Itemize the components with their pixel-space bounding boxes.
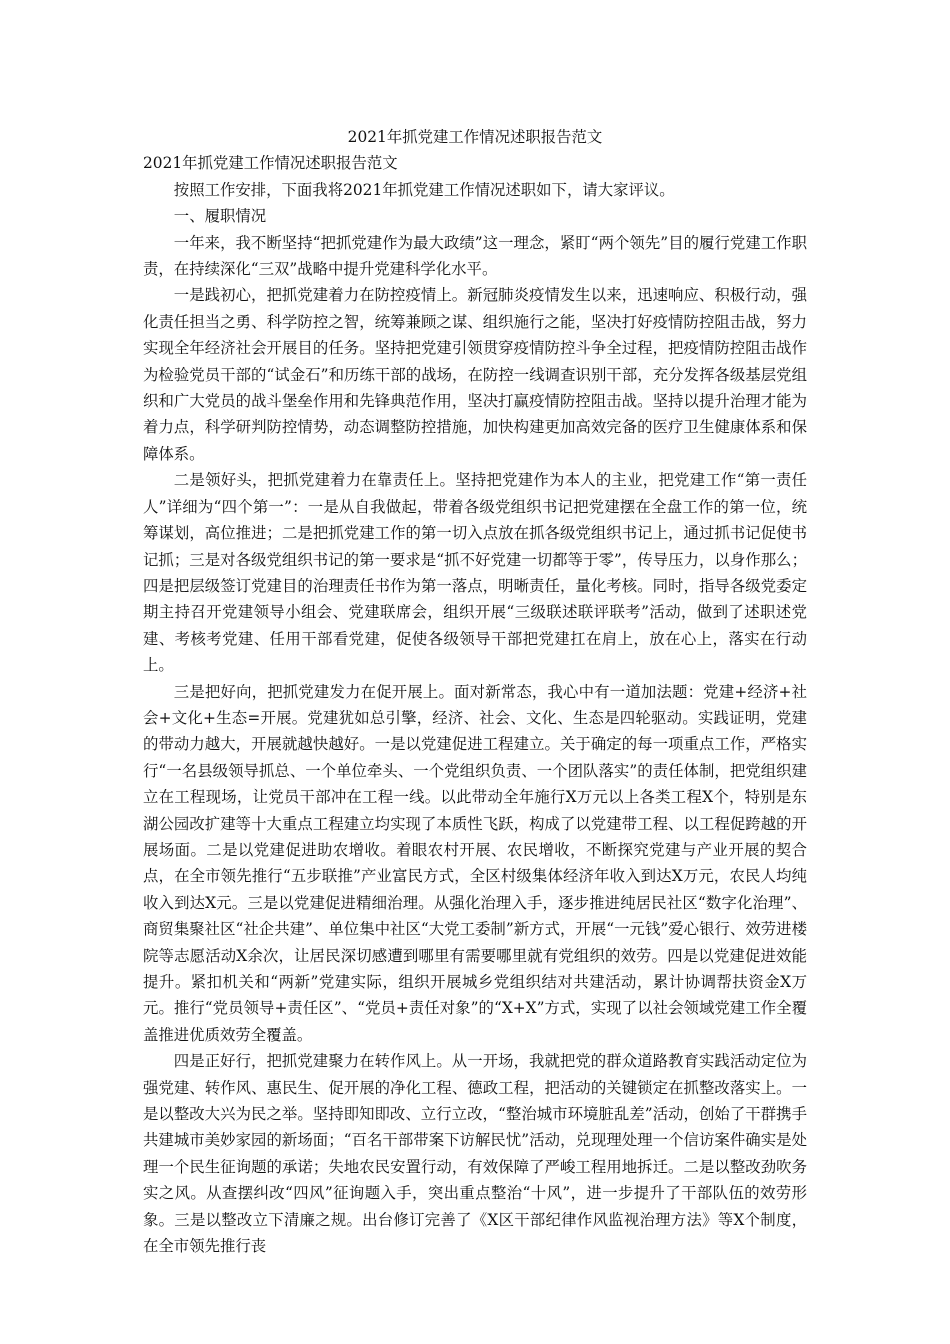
document-page	[143, 124, 807, 1259]
paragraph-development: 三是把好向，把抓党建发力在促开展上。面对新常态，我心中有一道加法题：党建+经济+社会+文化+生态=开展。党建犹如总引擎，经济、社会、文化、生态是四轮驱动。实践证明，党建的带动力越大，开展就越快越好。一是以党建促进工程建立。关于确定的每一项重点工作，严格实行“一名县级领导抓总、一个单位牵头、一个党组织负责、一个团队落实”的责任体制，把党组织建立在工程现场，让党员干部冲在工程一线。以此带动全年施行X万元以上各类工程X个，特别是东湖公园改扩建等十大重点工程建立均实现了本质性飞跃，构成了以党建带工程、以工程促跨越的开展场面。二是以党建促进助农增收。着眼农村开展、农民增收，不断探究党建与产业开展的契合点，在全市领先推行“五步联推”产业富民方式，全区村级集体经济年收入到达X万元，农民人均纯收入到达X元。三是以党建促进精细治理。从强化治理入手，逐步推进纯居民社区“数字化治理”、商贸集聚社区“社企共建”、单位集中社区“大党工委制”新方式，开展“一元钱”爱心银行、效劳进楼院等志愿活动X余次，让居民深切感遭到哪里有需要哪里就有党组织的效劳。四是以党建促进效能提升。紧扣机关和“两新”党建实际，组织开展城乡党组织结对共建活动，累计协调帮扶资金X万元。推行“党员领导+责任区”、“党员+责任对象”的“X+X”方式，实现了以社会领域党建工作全覆盖推进优质效劳全覆盖。	[143, 682, 807, 1044]
paragraph-intro: 按照工作安排，下面我将2021年抓党建工作情况述职如下，请大家评议。	[173, 180, 675, 199]
paragraph-epidemic: 一是践初心，把抓党建着力在防控疫情上。新冠肺炎疫情发生以来，迅速响应、积极行动，强化责任担当之勇、科学防控之智，统筹兼顾之谋、组织施行之能，坚决打好疫情防控阻击战，努力实现全年经济社会开展目的任务。坚持把党建引领贯穿疫情防控斗争全过程，把疫情防控阻击战作为检验党员干部的“试金石”和历练干部的战场，在防控一线调查识别干部，充分发挥各级基层党组织和广大党员的战斗堡垒作用和先锋典范作用，坚决打赢疫情防控阻击战。坚持以提升治理才能为着力点，科学研判防控情势，动态调整防控措施，加快构建更加高效完备的医疗卫生健康体系和保障体系。	[143, 286, 807, 463]
document-title: 2021年抓党建工作情况述职报告范文	[347, 128, 603, 146]
document-subtitle: 2021年抓党建工作情况述职报告范文	[143, 154, 398, 173]
paragraph-style: 四是正好行，把抓党建聚力在转作风上。从一开场，我就把党的群众道路教育实践活动定位为强党建、转作风、惠民生、促开展的净化工程、德政工程，把活动的关键锁定在抓整改落实上。一是以整改大兴为民之举。坚持即知即改、立行立改，“整治城市环境脏乱差”活动，创始了干群携手共建城市美妙家园的新场面；“百名干部带案下访解民忧”活动，兑现理处理一个信访案件确实是处理一个民生征询题的承诺；失地农民安置行动，有效保障了严峻工程用地拆迁。二是以整改劲吹务实之风。从查摆纠改“四风”征询题入手，突出重点整治“十风”，进一步提升了干部队伍的效劳形象。三是以整改立下清廉之规。出台修订完善了《X区干部纪律作风监视治理方法》等X个制度，在全市领先推行丧	[143, 1052, 807, 1256]
paragraph-overview: 一年来，我不断坚持“把抓党建作为最大政绩”这一理念，紧盯“两个领先”目的履行党建工作职责，在持续深化“三双”战略中提升党建科学化水平。	[143, 233, 807, 279]
section-heading-performance: 一、履职情况	[173, 207, 267, 226]
paragraph-responsibility: 二是领好头，把抓党建着力在靠责任上。坚持把党建作为本人的主业，把党建工作“第一责任人”详细为“四个第一”：一是从自我做起，带着各级党组织书记把党建摆在全盘工作的第一位，统筹谋划，高位推进；二是把抓党建工作的第一切入点放在抓各级党组织书记上，通过抓书记促使书记抓；三是对各级党组织书记的第一要求是“抓不好党建一切都等于零”，传导压力，以身作那么；四是把层级签订党建目的治理责任书作为第一落点，明晰责任，量化考核。同时，指导各级党委定期主持召开党建领导小组会、党建联席会，组织开展“三级联述联评联考”活动，做到了述职述党建、考核考党建、任用干部看党建，促使各级领导干部把党建扛在肩上，放在心上，落实在行动上。	[143, 471, 807, 675]
